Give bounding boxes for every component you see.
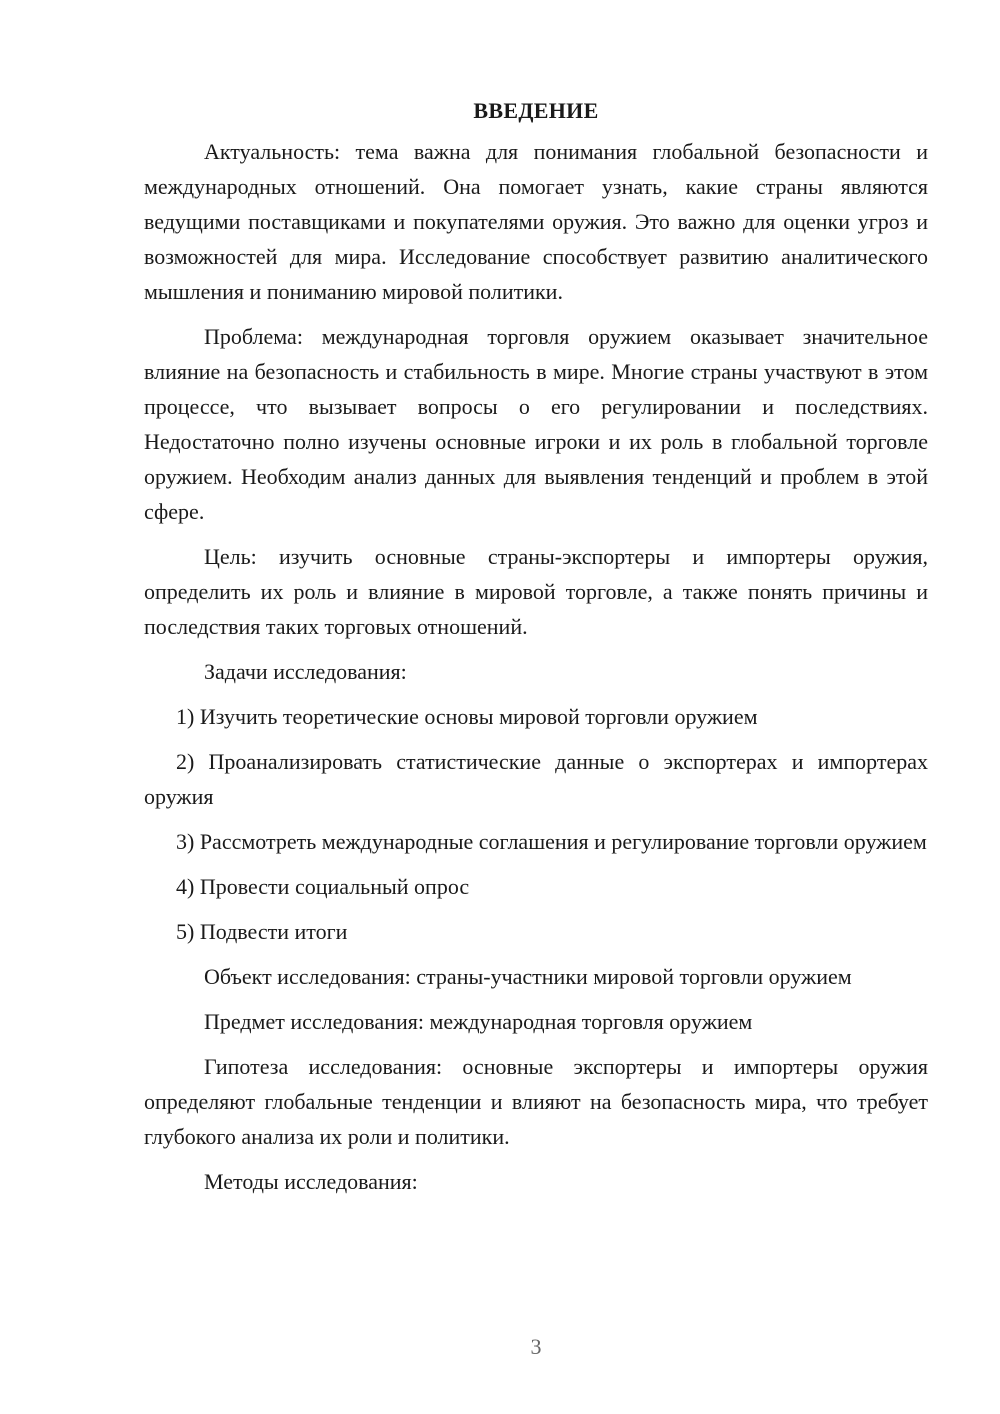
hypothesis-paragraph: Гипотеза исследования: основные экспортеры и импортеры оружия определяют глобальные тенденции и влияют на безопасность мира, что требует глубокого анализа их роли и политики.: [144, 1054, 928, 1149]
object-paragraph: Объект исследования: страны-участники мировой торговли оружием: [204, 964, 852, 989]
relevance-paragraph: Актуальность: тема важна для понимания глобальной безопасности и международных отношений. Она помогает узнать, какие страны являются ведущими поставщиками и покупателями оружия. Это важно для оценки угроз и возможностей для мира. Исследование способствует развитию аналитического мышления и пониманию мировой политики.: [144, 139, 928, 304]
subject-paragraph: Предмет исследования: международная торговля оружием: [204, 1009, 753, 1034]
task-item-5: 5) Подвести итоги: [176, 919, 348, 944]
methods-heading: Методы исследования:: [204, 1169, 418, 1194]
document-page: [144, 96, 928, 1209]
page-number: 3: [530, 1334, 542, 1359]
task-item-1: 1) Изучить теоретические основы мировой торговли оружием: [176, 704, 758, 729]
goal-paragraph: Цель: изучить основные страны-экспортеры и импортеры оружия, определить их роль и влияние в мировой торговле, а также понять причины и последствия таких торговых отношений.: [144, 544, 928, 639]
problem-paragraph: Проблема: международная торговля оружием оказывает значительное влияние на безопасность и стабильность в мире. Многие страны участвуют в этом процессе, что вызывает вопросы о его регулировании и последствиях. Недостаточно полно изучены основные игроки и их роль в глобальной торговле оружием. Необходим анализ данных для выявления тенденций и проблем в этой сфере.: [144, 324, 928, 524]
tasks-heading: Задачи исследования:: [204, 659, 407, 684]
task-item-4: 4) Провести социальный опрос: [176, 874, 470, 899]
section-title: ВВЕДЕНИЕ: [473, 98, 599, 123]
task-item-3: 3) Рассмотреть международные соглашения и регулирование торговли оружием: [176, 829, 927, 854]
task-item-2: 2) Проанализировать статистические данные о экспортерах и импортерах оружия: [144, 749, 928, 809]
